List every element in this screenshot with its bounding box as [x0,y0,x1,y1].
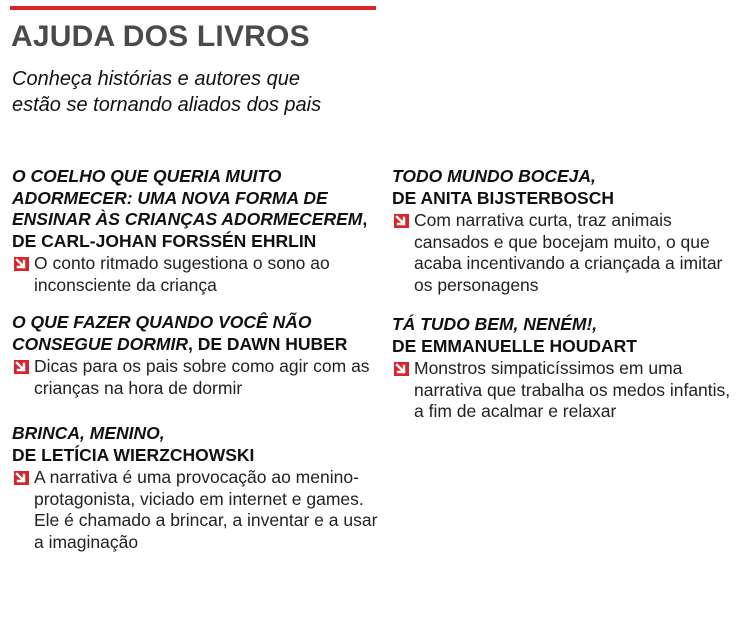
book-item [392,166,744,296]
top-accent-rule [10,6,376,10]
arrow-down-right-icon [14,360,29,374]
book-description-text: Monstros simpaticíssimos em uma narrativa que trabalha os medos infantis, a fim de acalmar e relaxar [414,358,731,421]
book-description-text: Dicas para os pais sobre como agir com as crianças na hora de dormir [34,356,370,398]
book-title [392,314,744,357]
arrow-down-right-icon [14,471,29,485]
book-description [392,358,744,423]
book-author: DE LETÍCIA WIERZCHOWSKI [12,444,255,465]
book-item [12,312,382,399]
book-title [12,166,382,252]
book-name: TÁ TUDO BEM, NENÉM!, [392,314,598,334]
book-item [12,166,382,296]
book-title [12,423,382,466]
book-description [12,467,382,553]
book-description-text: O conto ritmado sugestiona o sono ao inconsciente da criança [34,253,330,295]
book-title [12,312,382,355]
book-author: DE EMMANUELLE HOUDART [392,335,637,356]
page-title: AJUDA DOS LIVROS [11,20,310,53]
book-name: BRINCA, MENINO, [12,423,165,443]
book-item [12,423,382,553]
arrow-down-right-icon [14,257,29,271]
book-list-left [12,166,382,565]
book-name: TODO MUNDO BOCEJA, [392,166,596,186]
book-item [392,314,744,423]
book-description [12,253,382,296]
book-description-text: Com narrativa curta, traz animais cansados e que bocejam muito, o que acaba incentivando a criançada a imitar os personagens [414,210,723,295]
book-name: O QUE FAZER QUANDO VOCÊ NÃO CONSEGUE DORMIR [12,312,312,354]
book-title [392,166,744,209]
book-author: , DE CARL-JOHAN FORSSÉN EHRLIN [12,209,368,251]
page-subtitle: Conheça histórias e autores que estão se tornando aliados dos pais [12,68,322,116]
book-list-right [392,166,744,435]
book-name: O COELHO QUE QUERIA MUITO ADORMECER: UMA NOVA FORMA DE ENSINAR ÀS CRIANÇAS ADORMECEREM [12,166,363,229]
arrow-down-right-icon [394,214,409,228]
book-description [392,210,744,296]
book-author: DE ANITA BIJSTERBOSCH [392,187,615,208]
arrow-down-right-icon [394,362,409,376]
book-description-text: A narrativa é uma provocação ao menino-protagonista, viciado em internet e games. Ele é chamado a brincar, a inventar e a usar a imaginação [34,467,378,552]
book-description [12,356,382,399]
book-author: , DE DAWN HUBER [187,333,348,354]
